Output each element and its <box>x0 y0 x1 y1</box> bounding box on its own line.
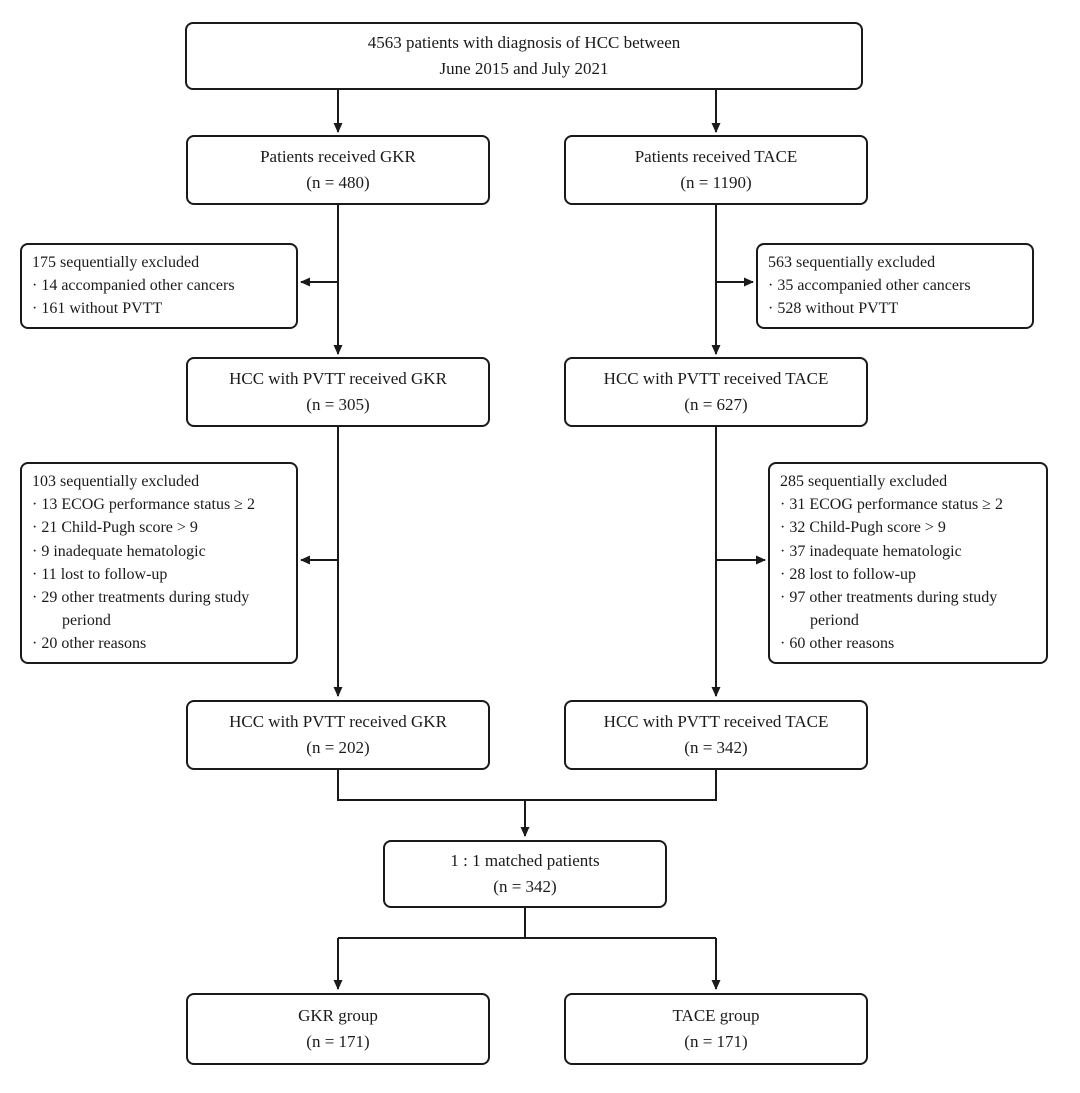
box-tace-group <box>564 993 868 1065</box>
excl-line-wrap: periond <box>810 612 859 630</box>
gkr-group-line1: GKR group <box>298 1005 378 1025</box>
excl-line: · 13 ECOG performance status ≥ 2 <box>32 496 255 514</box>
total-patients-line2: June 2015 and July 2021 <box>439 59 609 78</box>
box-tace-final <box>564 700 868 770</box>
excl-line-wrap: periond <box>62 612 111 630</box>
tace-pvtt-count: (n = 627) <box>684 395 748 414</box>
box-gkr-final <box>186 700 490 770</box>
gkr-received-count: (n = 480) <box>306 173 370 192</box>
excl-line: 285 sequentially excluded <box>780 473 948 490</box>
excl-line: · 14 accompanied other cancers <box>32 277 235 295</box>
box-gkr-pvtt <box>186 357 490 427</box>
excl-line: · 11 lost to follow-up <box>32 565 168 583</box>
excl-line: · 528 without PVTT <box>768 300 899 318</box>
box-gkr-excluded-1 <box>20 243 298 329</box>
excl-line: 175 sequentially excluded <box>32 254 200 271</box>
gkr-pvtt-count: (n = 305) <box>306 395 370 414</box>
box-tace-pvtt <box>564 357 868 427</box>
tace-pvtt-line1: HCC with PVTT received TACE <box>603 368 829 388</box>
tace-final-count: (n = 342) <box>684 738 748 757</box>
excl-line: · 97 other treatments during study <box>780 588 998 606</box>
excl-line: · 21 Child-Pugh score > 9 <box>32 519 198 537</box>
box-tace-excluded-1 <box>756 243 1034 329</box>
tace-received-line1: Patients received TACE <box>634 146 798 166</box>
matched-count: (n = 342) <box>493 877 557 896</box>
box-tace-excluded-2 <box>768 462 1048 664</box>
gkr-received-line1: Patients received GKR <box>260 146 416 166</box>
total-patients-line1: 4563 patients with diagnosis of HCC between <box>367 32 681 52</box>
gkr-pvtt-line1: HCC with PVTT received GKR <box>229 368 447 388</box>
excl-line: · 37 inadequate hematologic <box>780 542 962 560</box>
excl-line: · 35 accompanied other cancers <box>768 277 971 295</box>
matched-line1: 1 : 1 matched patients <box>450 850 600 870</box>
gkr-group-count: (n = 171) <box>306 1032 370 1051</box>
excl-line: · 32 Child-Pugh score > 9 <box>780 519 946 537</box>
box-gkr-group <box>186 993 490 1065</box>
excl-line: · 29 other treatments during study <box>32 588 250 606</box>
excl-line: 103 sequentially excluded <box>32 473 200 490</box>
box-tace-received <box>564 135 868 205</box>
box-total-patients <box>185 22 863 90</box>
excl-line: · 161 without PVTT <box>32 300 163 318</box>
excl-line: · 60 other reasons <box>780 635 895 653</box>
excl-line: 563 sequentially excluded <box>768 254 936 271</box>
tace-group-count: (n = 171) <box>684 1032 748 1051</box>
tace-final-line1: HCC with PVTT received TACE <box>603 711 829 731</box>
excl-line: · 31 ECOG performance status ≥ 2 <box>780 496 1003 514</box>
gkr-final-count: (n = 202) <box>306 738 370 757</box>
box-gkr-excluded-2 <box>20 462 298 664</box>
excl-line: · 20 other reasons <box>32 635 147 653</box>
box-matched <box>383 840 667 908</box>
box-gkr-received <box>186 135 490 205</box>
tace-received-count: (n = 1190) <box>680 173 752 192</box>
gkr-final-line1: HCC with PVTT received GKR <box>229 711 447 731</box>
excl-line: · 28 lost to follow-up <box>780 565 916 583</box>
tace-group-line1: TACE group <box>672 1005 760 1025</box>
excl-line: · 9 inadequate hematologic <box>32 542 206 560</box>
